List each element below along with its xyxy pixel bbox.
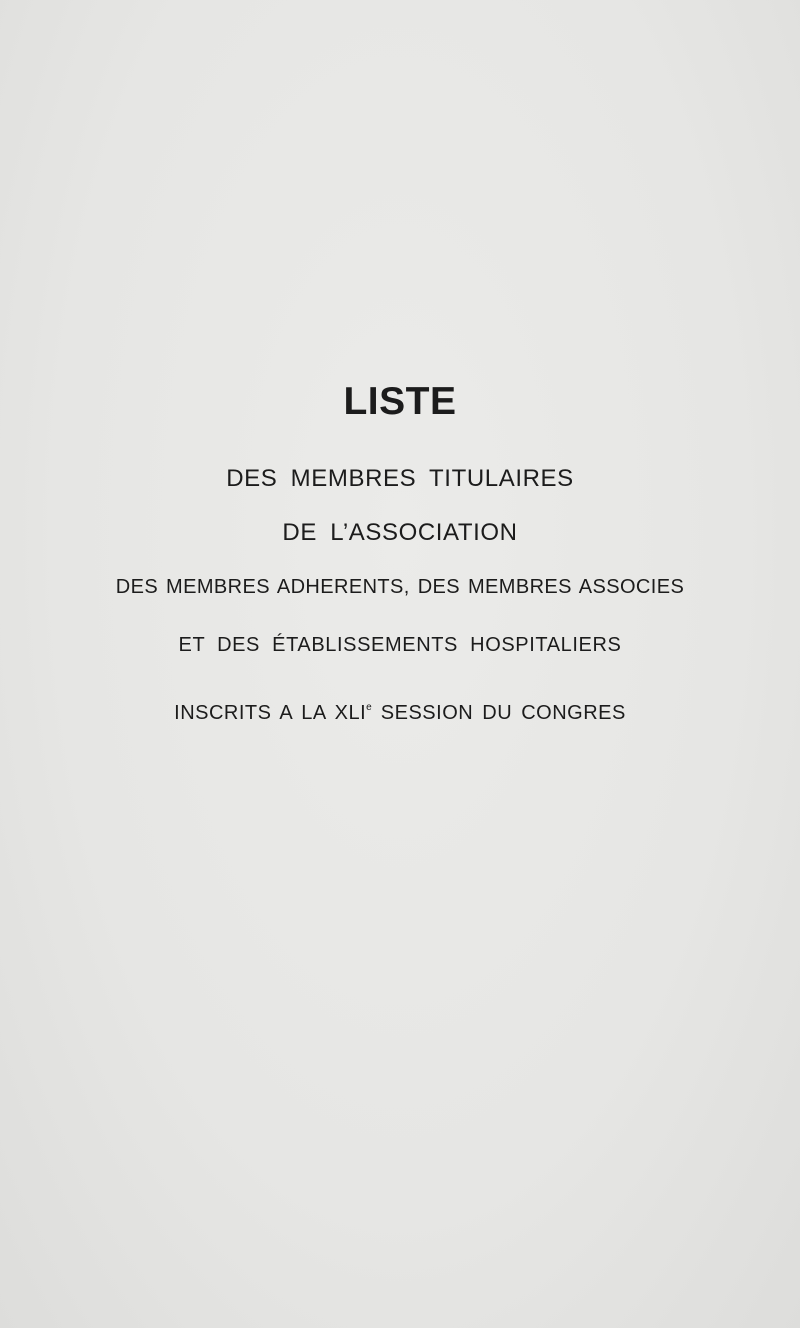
subtitle-line-1: DES MEMBRES TITULAIRES bbox=[226, 465, 574, 492]
ordinal-superscript: e bbox=[366, 702, 372, 713]
subtitle-line-4: ET DES ÉTABLISSEMENTS HOSPITALIERS bbox=[178, 634, 622, 656]
page-title: LISTE bbox=[343, 380, 457, 423]
subtitle-line-5-start: INSCRITS A LA XLI bbox=[174, 702, 367, 724]
subtitle-line-5-end: SESSION DU CONGRES bbox=[371, 702, 626, 724]
subtitle-line-2: DE L’ASSOCIATION bbox=[282, 519, 518, 546]
subtitle-line-3: DES MEMBRES ADHERENTS, DES MEMBRES ASSOCIES bbox=[115, 576, 685, 598]
subtitle-line-5 bbox=[0, 693, 800, 728]
